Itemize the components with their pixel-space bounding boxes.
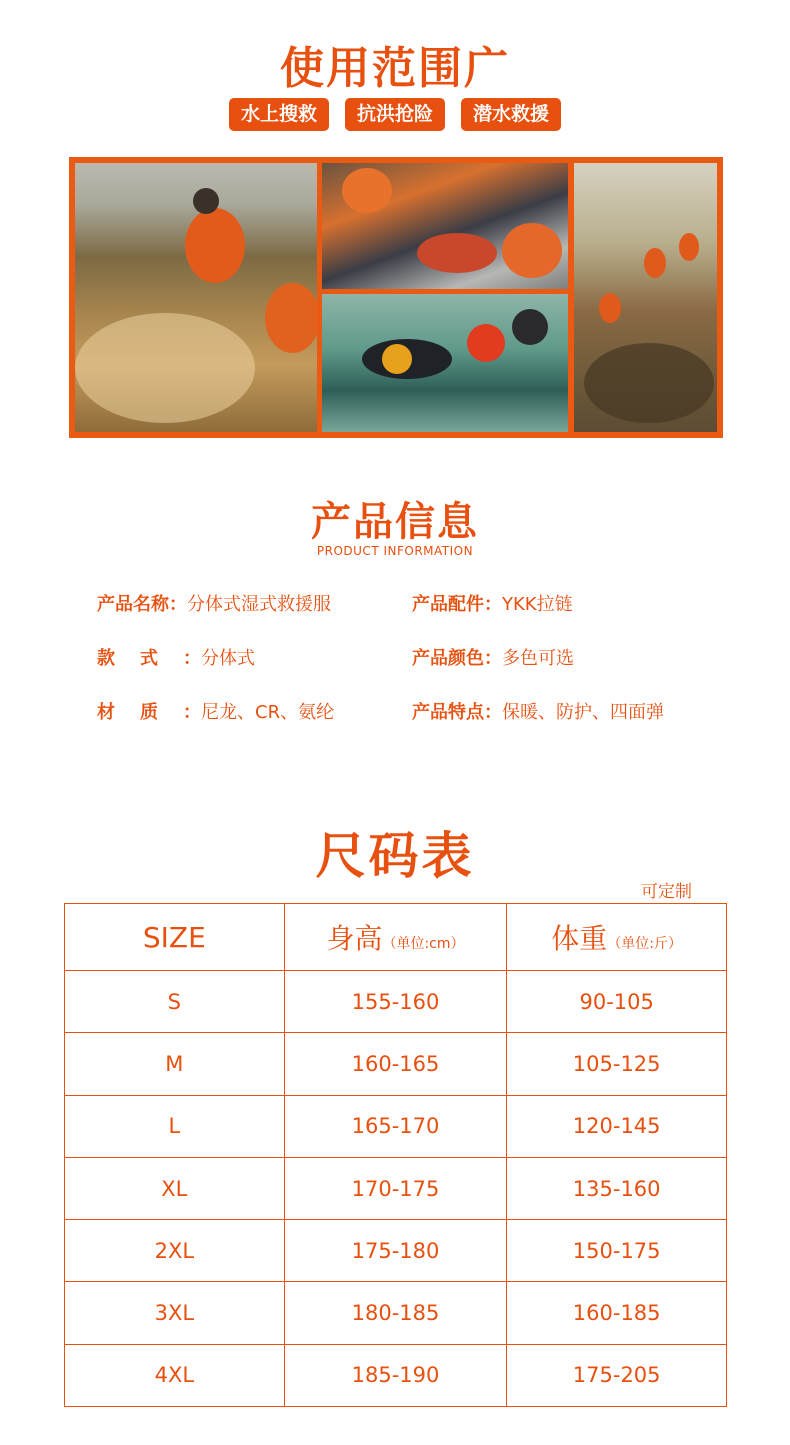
levee-work-photo <box>574 163 717 432</box>
cell-weight: 160-185 <box>507 1282 727 1344</box>
table-row <box>65 1344 727 1406</box>
diving-rescue-photo <box>322 294 568 432</box>
header-weight <box>507 904 727 971</box>
flood-rescue-photo <box>75 163 317 432</box>
table-header-row <box>65 904 727 971</box>
info-accessory <box>412 590 573 616</box>
table-row <box>65 1157 727 1219</box>
cell-size: L <box>65 1095 285 1157</box>
photo-gallery <box>69 157 723 438</box>
info-product-name <box>97 590 331 616</box>
info-label: 产品特点： <box>412 702 502 723</box>
info-material <box>97 698 334 724</box>
cell-size: 3XL <box>65 1282 285 1344</box>
info-value: 分体式 <box>201 648 255 669</box>
table-row <box>65 1220 727 1282</box>
cell-weight: 120-145 <box>507 1095 727 1157</box>
cell-height: 180-185 <box>284 1282 507 1344</box>
cell-weight: 90-105 <box>507 971 727 1033</box>
header-weight-unit: （单位:斤） <box>607 936 683 952</box>
cell-height: 165-170 <box>284 1095 507 1157</box>
info-value: 分体式湿式救援服 <box>187 594 331 615</box>
cell-size: 4XL <box>65 1344 285 1406</box>
cell-size: M <box>65 1033 285 1095</box>
usage-tags <box>0 98 790 131</box>
info-subtitle: PRODUCT INFORMATION <box>316 544 474 558</box>
info-label: 款式： <box>97 648 201 669</box>
tag-flood-rescue: 抗洪抢险 <box>345 98 445 131</box>
header-height <box>284 904 507 971</box>
info-value: 多色可选 <box>502 648 574 669</box>
header-height-label: 身高 <box>326 922 383 955</box>
header-weight-label: 体重 <box>551 922 608 955</box>
cell-height: 175-180 <box>284 1220 507 1282</box>
table-row <box>65 1282 727 1344</box>
header-height-unit: （单位:cm） <box>382 936 465 952</box>
cell-size: XL <box>65 1157 285 1219</box>
cell-height: 160-165 <box>284 1033 507 1095</box>
info-label: 产品配件： <box>412 594 502 615</box>
cell-weight: 175-205 <box>507 1344 727 1406</box>
table-row <box>65 1033 727 1095</box>
size-table <box>64 903 727 1407</box>
usage-title: 使用范围广 <box>280 43 510 94</box>
info-color <box>412 644 574 670</box>
table-row <box>65 971 727 1033</box>
cell-height: 185-190 <box>284 1344 507 1406</box>
size-chart-title: 尺码表 <box>315 827 475 885</box>
boat-rescue-photo <box>322 163 568 289</box>
info-value: 尼龙、CR、氨纶 <box>201 702 335 723</box>
info-style <box>97 644 255 670</box>
cell-weight: 135-160 <box>507 1157 727 1219</box>
info-label: 产品颜色： <box>412 648 502 669</box>
cell-height: 155-160 <box>284 971 507 1033</box>
info-value: YKK拉链 <box>502 594 573 615</box>
info-features <box>412 698 664 724</box>
header-size: SIZE <box>65 904 285 971</box>
cell-size: S <box>65 971 285 1033</box>
cell-weight: 105-125 <box>507 1033 727 1095</box>
info-label: 产品名称： <box>97 594 187 615</box>
info-value: 保暖、防护、四面弹 <box>502 702 664 723</box>
info-title: 产品信息 <box>311 499 479 545</box>
table-row <box>65 1095 727 1157</box>
info-label: 材质： <box>97 702 201 723</box>
cell-size: 2XL <box>65 1220 285 1282</box>
cell-weight: 150-175 <box>507 1220 727 1282</box>
cell-height: 170-175 <box>284 1157 507 1219</box>
tag-diving-rescue: 潜水救援 <box>461 98 561 131</box>
customizable-note: 可定制 <box>641 882 692 902</box>
tag-water-search: 水上搜救 <box>229 98 329 131</box>
